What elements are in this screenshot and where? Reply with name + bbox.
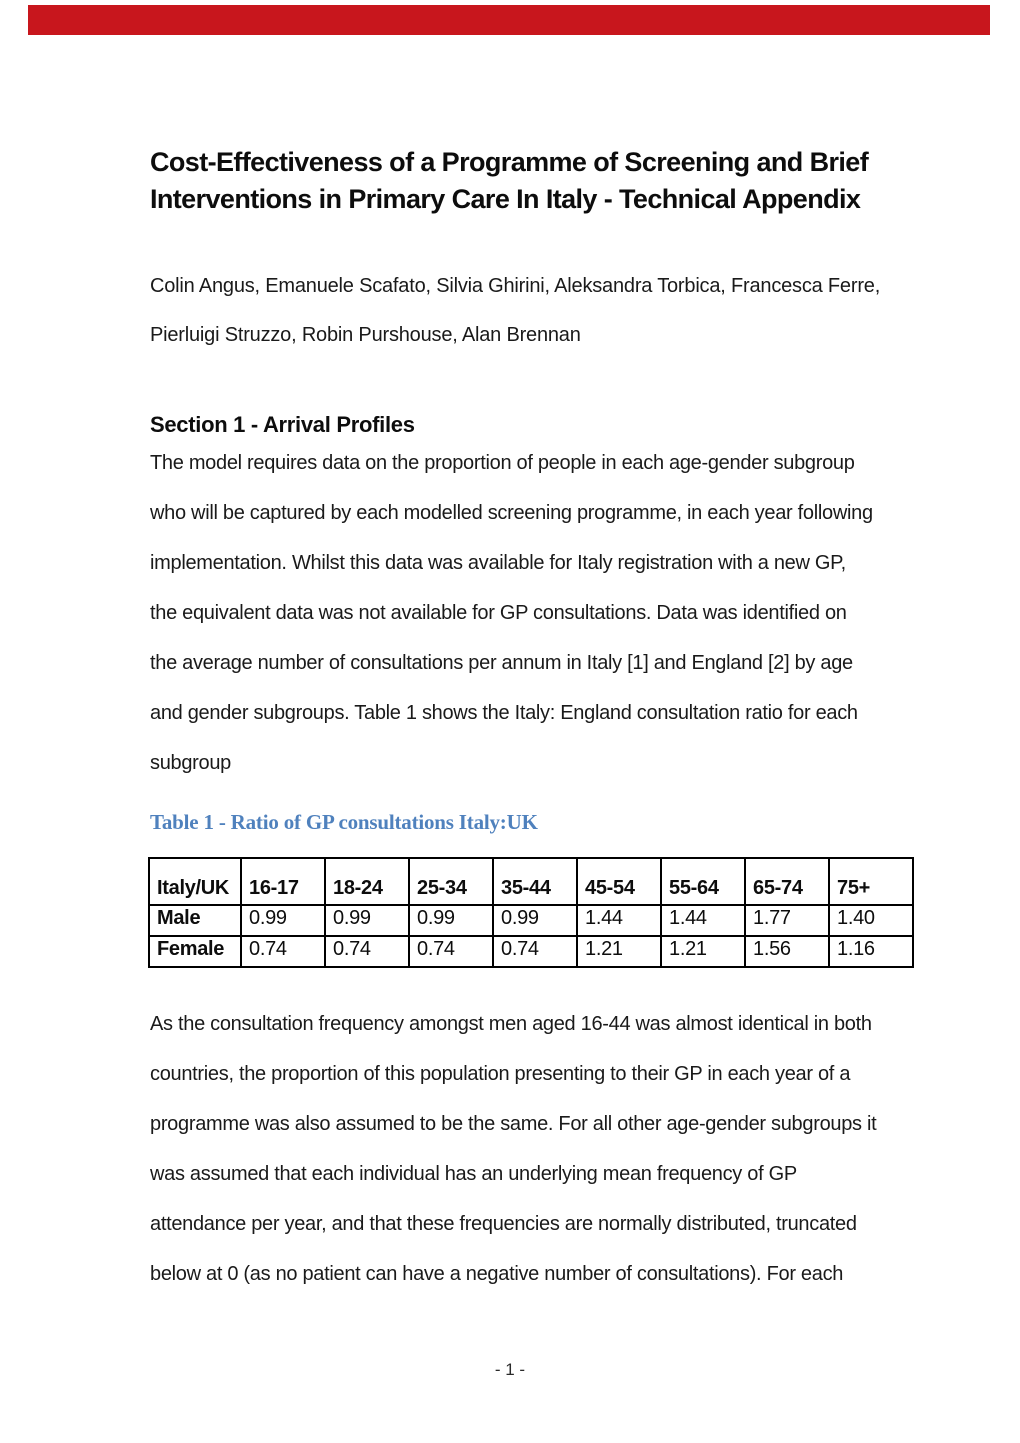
page-title-line-2: Interventions in Primary Care In Italy - Technical Appendix [150,184,861,214]
paragraph-line: and gender subgroups. Table 1 shows the Italy: England consultation ratio for each [150,702,858,724]
table-row-label: Female [149,936,241,967]
paragraph-line: implementation. Whilst this data was available for Italy registration with a new GP, [150,552,846,574]
paragraph-line: The model requires data on the proportion of people in each age-gender subgroup [150,452,855,474]
paragraph-line: the equivalent data was not available for GP consultations. Data was identified on [150,602,847,624]
table-cell: 1.21 [661,936,745,967]
page-title [150,144,910,218]
authors-list [150,262,910,360]
table-row-male [149,905,913,936]
table-cell: 0.99 [409,905,493,936]
table-cell: 1.56 [745,936,829,967]
page-number: - 1 - [494,1360,526,1379]
table-cell: 1.16 [829,936,913,967]
table-1-caption: Table 1 - Ratio of GP consultations Italy:UK [150,810,538,834]
authors-line-2: Pierluigi Struzzo, Robin Purshouse, Alan Brennan [150,324,581,346]
table-header-cell: 25-34 [409,858,493,905]
table-header-cell: 35-44 [493,858,577,905]
table-cell: 0.74 [493,936,577,967]
table-cell: 1.40 [829,905,913,936]
section-heading: Section 1 - Arrival Profiles [150,412,415,437]
gp-consultation-ratio-table [148,857,914,968]
paragraph-line: who will be captured by each modelled screening programme, in each year following [150,502,873,524]
paragraph-line: countries, the proportion of this population presenting to their GP in each year of a [150,1063,851,1085]
table-row-female [149,936,913,967]
paragraph-line: As the consultation frequency amongst men aged 16-44 was almost identical in both [150,1013,872,1035]
table-header-cell: 55-64 [661,858,745,905]
paragraph-line: the average number of consultations per annum in Italy [1] and England [2] by age [150,652,853,674]
table-cell: 1.44 [577,905,661,936]
paragraph-line: programme was also assumed to be the same. For all other age-gender subgroups it [150,1113,877,1135]
table-cell: 0.74 [325,936,409,967]
paragraph-line: below at 0 (as no patient can have a negative number of consultations). For each [150,1263,844,1285]
table-cell: 1.44 [661,905,745,936]
paragraph-line: subgroup [150,752,231,774]
table-header-cell: 16-17 [241,858,325,905]
table-header-row [149,858,913,905]
table-cell: 1.77 [745,905,829,936]
table-cell: 0.99 [325,905,409,936]
table-cell: 0.74 [409,936,493,967]
paragraph-1 [150,438,910,788]
table-row-label: Male [149,905,241,936]
table-cell: 1.21 [577,936,661,967]
authors-line-1: Colin Angus, Emanuele Scafato, Silvia Ghirini, Aleksandra Torbica, Francesca Ferre, [150,275,881,297]
top-red-bar [28,5,990,35]
table-header-cell: 45-54 [577,858,661,905]
paragraph-2 [150,999,910,1299]
table-header-cell: Italy/UK [149,858,241,905]
paragraph-line: attendance per year, and that these frequencies are normally distributed, truncated [150,1213,857,1235]
table-header-cell: 65-74 [745,858,829,905]
table-header-cell: 18-24 [325,858,409,905]
table-header-cell: 75+ [829,858,913,905]
table-cell: 0.74 [241,936,325,967]
page-title-line-1: Cost-Effectiveness of a Programme of Screening and Brief [150,147,869,177]
table-cell: 0.99 [493,905,577,936]
table-cell: 0.99 [241,905,325,936]
paragraph-line: was assumed that each individual has an underlying mean frequency of GP [150,1163,797,1185]
